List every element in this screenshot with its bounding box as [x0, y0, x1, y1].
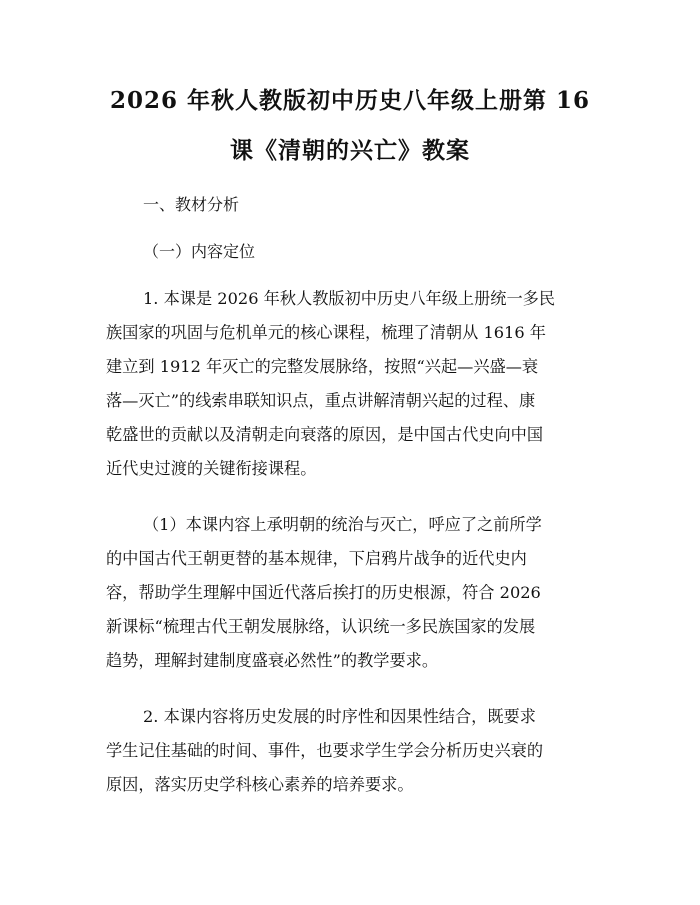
- paragraph-3-line-3: 原因，落实历史学科核心素养的培养要求。: [106, 775, 414, 794]
- paragraph-1-line-4: 落—灭亡”的线索串联知识点，重点讲解清朝兴起的过程、康: [106, 391, 536, 410]
- paragraph-2-line-4: 新课标“梳理古代王朝发展脉络，认识统一多民族国家的发展: [106, 617, 536, 636]
- paragraph-2-line-5: 趋势，理解封建制度盛衰必然性”的教学要求。: [106, 651, 439, 670]
- paragraph-1-line-1: 1. 本课是 2026 年秋人教版初中历史八年级上册统一多民: [143, 289, 556, 308]
- document-title-line-1: 2026 年秋人教版初中历史八年级上册第 16: [109, 87, 591, 114]
- paragraph-2-line-1: （1）本课内容上承明朝的统治与灭亡，呼应了之前所学: [143, 515, 542, 534]
- paragraph-3-line-2: 学生记住基础的时间、事件，也要求学生学会分析历史兴衰的: [106, 741, 544, 760]
- paragraph-3-line-1: 2. 本课内容将历史发展的时序性和因果性结合，既要求: [143, 707, 536, 726]
- paragraph-2-line-3: 容，帮助学生理解中国近代落后挨打的历史根源，符合 2026: [106, 583, 541, 602]
- paragraph-1-line-5: 乾盛世的贡献以及清朝走向衰落的原因，是中国古代史向中国: [106, 425, 544, 444]
- section-heading: 一、教材分析: [143, 195, 240, 214]
- subsection-heading: （一）内容定位: [143, 242, 256, 261]
- paragraph-1-line-6: 近代史过渡的关键衔接课程。: [106, 459, 317, 478]
- document-title-line-2: 课《清朝的兴亡》教案: [230, 137, 470, 164]
- paragraph-1-line-3: 建立到 1912 年灭亡的完整发展脉络，按照“兴起—兴盛—衰: [106, 357, 539, 376]
- paragraph-2-line-2: 的中国古代王朝更替的基本规律，下启鸦片战争的近代史内: [106, 549, 527, 568]
- paragraph-1-line-2: 族国家的巩固与危机单元的核心课程，梳理了清朝从 1616 年: [106, 323, 546, 342]
